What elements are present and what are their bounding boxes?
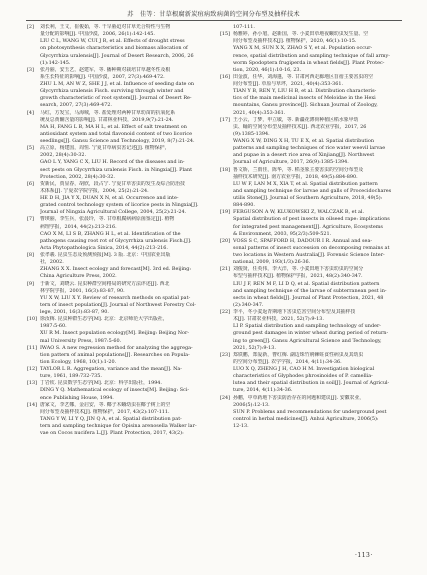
reference-entry [220,352,400,395]
reference-line: 布型与抽样技术[J]. 植物保护学报，2021, 48(2):340-347. [233,273,363,280]
reference-line: ture, 2014, 4(11):34-36. [233,387,293,394]
reference-line: China Agriculture Press, 2002. [40,273,117,280]
reference-line: tion, 2020, 46(1):10-16, 23. [233,66,302,73]
reference-line: MA H, FANG L B, MA H L, et al. Effect of salt treatment on [40,123,187,130]
reference-line: LUO X Q, ZHENG J H, CAO H M. Investigation biological [233,366,375,372]
reference-entry [220,167,400,210]
reference-text [40,345,207,366]
reference-text [233,117,400,167]
reference-line: SUN P. Problems and recommendations for underground pest [233,408,387,415]
reference-line: YANG X M, SUN X X, ZHAO S Y, et al. Population occur- [233,45,373,52]
reference-line: Journal of Agriculture, 2017, 26(9):1385-1394. [233,159,349,166]
reference-line: (1):142-145. [40,59,71,66]
reference-number: [18] [220,166,231,173]
reference-line: and sampling technique for larvae and galls of Procecidochares [233,187,392,194]
reference-line: 贺新民，贾显春，胡欣，段占宁. 宁夏甘草害虫的发生及综合防治技 [40,180,185,187]
reference-line: mountains, Gansu province[J]. Sichuan Journal of Zoology, [233,102,378,109]
reference-number: [6] [27,180,34,187]
reference-line: tern of insect population[J]. Journal of Northwest Forestry Col- [40,301,196,308]
reference-entry [220,266,400,309]
reference-line: VOSS S C, SPAFFORD H, DADOUR I R. Annual and sea- [233,237,373,244]
page-number: ·113· [355,552,373,559]
reference-number: [22] [220,309,231,315]
reference-text [233,395,400,431]
reference-text [233,74,400,117]
reference-text [40,145,207,181]
reference-line: 术体系[J]. 宁夏农学院学报，2004, 25(2):21-24. [40,187,149,194]
reference-line: 1987:5-60. [40,323,67,330]
reference-line: and pupae in a desert rice area of Xinjiang[J]. Northwest [233,152,375,159]
reference-line: 2006(5):12-13. [233,401,270,408]
reference-text [233,209,400,238]
reference-entry [27,281,207,317]
reference-line: 刘长利，王文，崔俊茹，等. 干旱胁迫对甘草光合特性与生物 [40,24,171,30]
reference-line: 郑铁鹏，郑爱新，曹红梅. 湖边珠竹荆棘蛀食性病虫及其幼虫 [233,351,364,358]
reference-line: ZHANG X X. Insect ecology and forecast[M]. 3rd ed. Beijing: [40,266,191,273]
reference-text [40,316,207,345]
reference-line: 间分布型[J]. 草原与草坪，2021, 40(4):353-361. [233,81,344,87]
reference-line: 抽样技术研究[J]. 南方农业学报，2018, 49(5):884-890. [233,173,358,180]
reference-line: TAYLOR L R. Aggregation, variance and the mean[J]. Na- [40,366,182,372]
reference-line: 唐家文，李艺娜，金启安，等. 椰子木蛾幼虫在椰子树上的空 [40,401,171,408]
reference-text [40,216,207,252]
reference-line: 张孝羲. 昆虫生态及预测预报[M]. 3 版. 北京：中国农业出版 [40,252,171,258]
reference-line: 鲁文娇，兰雨佳，陈华，等. 稻茎象主要害虫的空间分布型及 [233,166,364,173]
reference-text [40,281,207,317]
reference-line: Spatial distribution of pest insects in oilseed rape: implications [233,216,390,223]
reference-line: ence Publishing House, 1994. [40,394,114,401]
reference-number: [21] [220,266,231,273]
reference-line: LU W F, LAN M X, XIA T, et al. Spatial distribution pattern [233,180,378,187]
reference-line: grated control technology system of licorice pests in Ningxia[J]. [40,202,199,209]
reference-number: [14] [27,401,38,408]
reference-entry [27,110,207,146]
reference-line: ZHU L M, AN W Z, SHE J J, et al. Influence of seeding date on [40,81,195,87]
reference-line: WANG X W, DING X H, TU E X, et al. Spatial distribution [233,138,374,144]
reference-line: on photosynthesis characteristics and biomass allocation of [40,45,188,52]
reference-line: 张丹丽，安玉艺，赵建军，等. 播种期对栽培甘草越冬性及根 [40,66,171,73]
reference-number: [4] [27,109,34,116]
reference-line: ground pest damages in winter wheat during period of return- [233,330,389,337]
reference-line: Glycyrrhiza uralensis Fisch. surviving through winter and [40,88,184,95]
header-rule [26,20,402,21]
reference-line: DING Y Q. Mathematical ecology of insects[M]. Beijing: Sci- [40,387,190,394]
reference-line: Glycyrrhiza uralensis[J]. Journal of Desert Research, 2006, 26 [40,52,194,59]
reference-number: [20] [220,237,231,244]
reference-text [40,380,207,401]
reference-line: tion pattern of animal populations[J]. Researches on Popula- [40,351,190,358]
reference-line: 田金波，任华，刘海蓬，等. 甘肃河西走廊地区苜蓿主要害虫的空 [233,73,374,80]
reference-number [220,24,233,31]
reference-text [233,24,400,31]
reference-line: sect pests on Glycyrrhiza uralensis Fisch. in Ningxia[J]. Plant [40,166,193,173]
reference-entry [220,31,400,74]
reference-line: 2002, 28(4):30-32. [40,152,87,159]
reference-line: 2021, 52(7):9-13. [233,344,276,351]
reference-number: [10] [27,316,38,323]
reference-entry [27,402,207,438]
reference-line: 曹瑛丽，李生兵，张晨玲，等. 甘草根腐病病原菌鉴定[J]. 植物 [40,216,175,223]
reference-line: 术[J]. 甘肃农业科技，2021, 52(7):9-13. [233,316,324,323]
reference-line: 马红，方发宝，马海城，等. 盐处理对两种甘草幼苗的抗氧化系 [40,109,176,116]
reference-line: tion Ecology, 1968, 10(1):1-20. [40,358,117,365]
reference-line: 2021, 40(4):353-361. [233,109,286,116]
reference-line: 孙鹏，中草药地下害虫防治存在的问题和建议[J]. 安徽农业， [233,394,365,401]
reference-line: 量分配的影响[J]. 中国沙漠，2006, 26(1):142-145. [40,31,155,38]
reference-line: 高立原，杨建国，周恒. 宁夏甘草病虫害记述[J]. 植物保护， [40,145,170,152]
reference-line: (9):1385-1394. [233,130,270,137]
reference-entry [27,216,207,252]
reference-line: 林学院学报，2001, 16(3):83-87, 90. [40,287,125,294]
reference-text [40,181,207,217]
reference-line: tern and sampling technique for Opisina arenosella Walker lar- [40,423,197,429]
reference-text [40,252,207,281]
reference-text [233,266,400,309]
reference-line: Acta Phytopathologica Sinica, 2014, 44(2):213-216. [40,244,168,251]
reference-line: mal University Press, 1987:5-60. [40,337,122,344]
reference-line: patterns and sampling techniques of rice water weevil larvae [233,145,386,152]
reference-entry [27,181,207,217]
reference-line: tics of the main medicinal insects of Meloidae in the Hexi [233,95,376,102]
reference-line: LIU J F, REN M F, LI D Q, et al. Spatial distribution pattern [233,280,380,287]
reference-line: 系生长特征的影响[J]. 中国沙漠，2007, 27(3):469-472. [40,73,165,80]
reference-line: 统及总黄酮含量的影响[J]. 甘肃林业科技，2019,9(7):21-24. [40,116,174,123]
reference-line: ing to green[J]. Gansu Agricultural Science and Technology, [233,337,382,344]
reference-number: [15] [220,31,231,38]
reference-number: [7] [27,216,34,223]
reference-line: TIAN Y B, REN Y, LIU H B, et al. Distribution characteris- [233,88,377,95]
reference-text [40,366,207,380]
reference-entry [220,117,400,167]
reference-entry [220,209,400,238]
reference-text [233,309,400,352]
reference-entry [27,380,207,401]
reference-line: pathogens causing root rot of Glycyrrhiza uralensis Fisch.[J]. [40,237,192,244]
reference-line: and sampling technique of the larvae of subterranean pest in- [233,287,387,294]
reference-entry [27,67,207,110]
reference-entry [220,395,400,431]
reference-number: [11] [27,344,38,351]
reference-number: [2] [27,24,34,30]
reference-number: [19] [220,209,231,216]
reference-line: FERGUSON A W, KLUKOWSKI Z, WALCZAK B, et al. [233,209,365,216]
reference-entry [27,366,207,380]
reference-line: rence, spatial distribution and sampling technique of fall army- [233,52,390,59]
reference-number: [5] [27,145,34,152]
reference-text [40,67,207,110]
reference-line: search, 2007, 27(3):469-472. [40,102,112,109]
reference-line: Journal of Ningxia Agricultural College, 2004, 25(2):21-24. [40,209,187,216]
reference-line: 的空间分布型[J]. 农学学报，2014, 4(11):34-36. [233,358,342,365]
reference-line: growth characteristic of root system[J]. Journal of Desert Re- [40,95,192,102]
reference-line: LI P. Spatial distribution and sampling technology of under- [233,323,381,330]
reference-line: 12-13. [233,423,249,429]
references-left-column [27,24,207,437]
reference-line: XU R M. Insect population ecology[M]. Beijing: Beijing Nor- [40,330,189,337]
reference-entry [220,309,400,352]
reference-line: 李平，冬小麦返青期地下害虫危害空间分布型及其抽样技 [233,309,356,315]
references-right-column [220,24,400,430]
reference-line: 107-111. [233,24,255,30]
reference-line: YU X W, LIU X Y. Review of research methods on spatial pat- [40,294,191,301]
reference-line: 王小云，丁梦，申立敏，等. 新疆花薄荷种植区稻水象甲幼 [233,116,359,123]
reference-entry [220,24,400,31]
reference-line: & Environment, 2003, 95(2/3):509-521. [233,230,332,237]
reference-entry [27,252,207,281]
reference-line: GAO L Y, YANG C X, LIU H. Record of the diseases and in- [40,159,185,166]
reference-line: 于新文，刘晓云. 昆虫种群空间格局的研究方法评述[J]. 西北 [40,280,170,287]
reference-entry [220,74,400,117]
reference-line: TANG Y W, LI Y Q, JIN Q A, et al. Spatial distribution pat- [40,415,182,422]
reference-text [40,24,207,67]
reference-entry [27,24,207,67]
reference-line: (2):340-347. [233,301,264,308]
reference-number: [3] [27,66,34,73]
reference-text [40,110,207,146]
running-header: 苏 佳等：甘草根腐新炭疽病致病菌的空间分布型及抽样技术 [127,11,300,18]
reference-number: [16] [220,73,231,80]
reference-number: [13] [27,380,38,387]
reference-line: 病理学报，2014, 44(2):213-216. [40,223,117,230]
reference-line: for integrated pest management[J]. Agriculture, Ecosystems [233,223,383,230]
reference-line: 社，2002. [40,259,64,266]
reference-line: utilis Stone[J]. Journal of Southern Agriculture, 2018, 49(5): [233,195,383,201]
reference-line: 刘俊贤，任英伟，李大洋，等. 小麦田地下害虫幼虫的空间分 [233,266,364,273]
reference-line: ture, 1961, 189:732-735. [40,373,102,380]
reference-entry [27,145,207,181]
reference-line: characteristics of Glyphodes phrosinoides of P. camellia- [233,373,373,380]
reference-line: 间分布型及抽样技术[J]. 植物保护，2020, 46(1):10-15. [233,38,357,45]
reference-line: sects in wheat fields[J]. Journal of Plant Protection, 2021, 48 [233,294,384,301]
reference-line: seedlings[J]. Gansu Science and Technology, 2019, 8(7):21-24. [40,138,195,144]
reference-entry [220,238,400,267]
reference-entry [27,316,207,345]
reference-number: [17] [220,116,231,123]
reference-line: antioxidant system and total flavonoid content of two licorice [40,130,192,137]
reference-line: worm Spodoptera frugiperda in wheat fields[J]. Plant Protec- [233,59,385,66]
reference-line: Protection, 2002, 28(4):30-32. [40,173,115,180]
reference-line: IWAO S. A new regression method for analyzing the aggrega- [40,344,193,351]
reference-text [233,167,400,210]
reference-line: 虫、蛹的空间分布型及抽样技术[J]. 西北农业学报，2017, 26 [233,123,367,130]
reference-line: HE D H, JIA Y X, DUAN X N, et al. Occurrence and inte- [40,195,179,201]
reference-line: 丁岩钦. 昆虫数学生态学[M]. 北京：科学出版社，1994. [40,380,162,387]
reference-line: LIU C L, WANG W, CUI J R, et al. Effects of drought stress [40,38,185,45]
reference-entry [27,345,207,366]
reference-line: 杨雅婷，孙小旭，赵新国，等. 小麦田草地夜蛾幼虫发生量、空 [233,31,369,38]
reference-line: CAO X M, LI S B, ZHANG H L, et al. Identification of the [40,230,181,237]
reference-line: 徐汝梅. 昆虫种群生态学[M]. 北京：北京师范大学出版社， [40,316,168,323]
reference-text [233,238,400,267]
reference-line: vae on Cocos nucifera L.[J]. Plant Protection, 2017, 43(2): [40,430,184,437]
reference-line: control in herbal medicines[J]. Anhui Agriculture, 2006(5): [233,415,379,422]
reference-line: 884-890. [233,202,255,209]
reference-number: [9] [27,280,34,287]
reference-line: sonal patterns of insect succession on decomposing remains at [233,244,390,251]
reference-number: [23] [220,351,231,358]
reference-line: lutea and their spatial distribution in soil[J]. Journal of Agricul- [233,380,390,387]
reference-line: lege, 2001, 16(3):83-87, 90. [40,309,109,315]
reference-text [233,31,400,74]
reference-line: national, 2009, 193(1/3):26-36. [233,259,311,266]
reference-text [40,402,207,438]
reference-number: [8] [27,252,34,258]
reference-line: 间分布型及抽样技术[J]. 植物保护，2017, 43(2):107-111. [40,408,170,415]
reference-text [233,352,400,395]
reference-number: [24] [220,394,231,401]
reference-line: two locations in Western Australia[J]. Forensic Science Inter- [233,252,385,258]
reference-number: [12] [27,366,38,372]
